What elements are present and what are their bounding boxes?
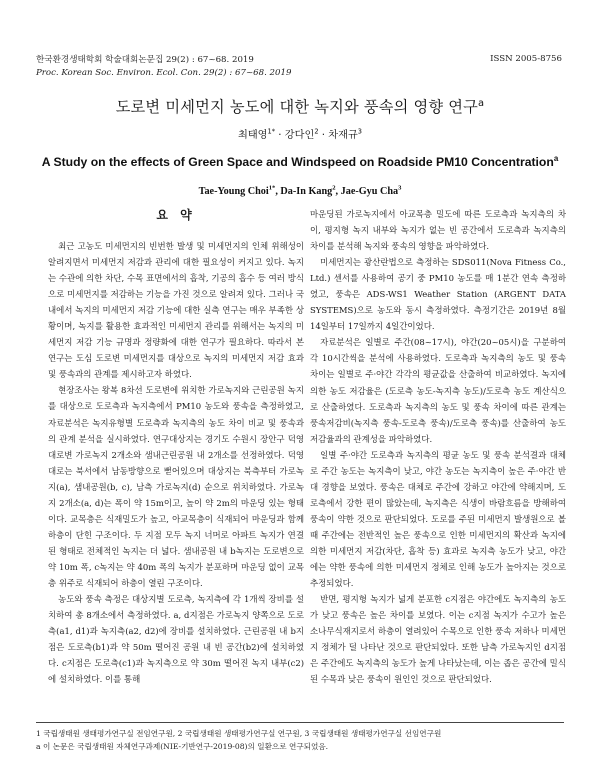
footnote-divider bbox=[36, 722, 564, 723]
author-ko-affiliation-mark: 1* bbox=[267, 127, 276, 136]
author-ko-affiliation-mark: 2 bbox=[314, 127, 319, 136]
body-paragraph: 최근 고농도 미세먼지의 빈번한 발생 및 미세먼지의 인체 위해성이 알려지면서 미세먼지 저감과 관리에 대한 필요성이 커지고 있다. 녹지는 수관에 의한 차단, 수목 표면에서의 흡착, 기공의 흡수 등 여러 방식으로 미세먼지를 저감하는 기능을 가진 것으로 알려져 있다. 그러나 국내에서 녹지의 미세먼지 저감 기능에 대한 실측 연구는 매우 부족한 상황이며, 녹지를 활용한 효과적인 미세먼지 관리를 위해서는 녹지의 미세먼지 저감 기능 규명과 정량화에 대한 연구가 필요하다. 따라서 본 연구는 도심 도로변 미세먼지를 대상으로 녹지의 미세먼지 저감 효과 및 풍속과의 관계를 제시하고자 하였다. bbox=[48, 241, 304, 380]
author-ko-name: 강다인 bbox=[284, 130, 315, 141]
author-en-affiliation-mark: 1* bbox=[268, 184, 276, 192]
footnote-line: a 이 논문은 국립생태원 자체연구과제(NIE-기반연구-2019-08)의 일환으로 연구되었음. bbox=[36, 742, 329, 751]
author-separator: · bbox=[275, 130, 285, 141]
body-paragraph: 농도와 풍속 측정은 대상지별 도로측, 녹지측에 각 1개씩 장비를 설치하여 총 8개소에서 측정하였다. a, d지점은 가로녹지 양쪽으로 도로측(a1, d1)과 녹지측(a2, d2)에 장비를 설치하였다. 근린공원 내 b지점은 도로측(b1)과 약 50m 떨어진 공원 내 빈 공간(b2)에 설치하였다. c지점은 도로측(c1)과 녹지측으로 약 30m 떨어진 녹지 내부(c2)에 설치하였다. 이를 통해 bbox=[48, 594, 304, 685]
author-en-name: Jae-Gyu Cha bbox=[340, 186, 399, 197]
abstract-heading: 요 약 bbox=[156, 208, 196, 222]
right-column bbox=[310, 206, 566, 687]
title-korean-text: 도로변 미세먼지 농도에 대한 녹지와 풍속의 영향 연구 bbox=[115, 98, 479, 116]
footnotes bbox=[36, 727, 441, 753]
author-ko-name: 최태영 bbox=[238, 130, 268, 141]
journal-name-ko: 한국환경생태학회 학술대회논문집 29(2) : 67~68. 2019 bbox=[36, 55, 254, 65]
issn: ISSN 2005-8756 bbox=[490, 54, 562, 64]
authors-korean bbox=[0, 126, 600, 141]
author-en-affiliation-mark: 3 bbox=[398, 184, 402, 192]
author-ko-name: 차재규 bbox=[328, 130, 358, 141]
body-paragraph: 자료분석은 일별로 주간(08~17시), 야간(20~05시)을 구분하여 각 10시간씩을 분석에 사용하였다. 도로측과 녹지측의 농도 및 풍속 차이는 일별로 주·야간 각각의 평균값을 산출하여 비교하였다. 녹지에 의한 농도 저감율은 (도로측 농도-녹지측 농도)/도로측 농도 계산식으로 산출하였다. 도로측과 녹지측의 농도 및 풍속 차이에 따른 관계는 풍속저감비(녹지측 풍속-도로측 풍속)/도로측 풍속)를 산출하여 농도 저감율과의 관계성을 파악하였다. bbox=[310, 337, 566, 444]
body-paragraph: 반면, 평지형 녹지가 넓게 분포한 c지점은 야간에도 녹지측의 농도가 낮고 풍속은 높은 차이를 보였다. 이는 c지점 녹지가 수고가 높은 소나무식재지로서 하층이 열려있어 수목으로 인한 풍속 저하나 미세먼지 정체가 덜 나타난 것으로 판단되었다. 또한 남측 가로녹지인 d지점은 주간에도 녹지측의 농도가 높게 나타났는데, 이는 좁은 공간에 밀식된 수목과 낮은 풍속이 원인인 것으로 판단되었다. bbox=[310, 594, 566, 685]
author-ko-affiliation-mark: 3 bbox=[357, 127, 362, 136]
footnote-line: 1 국립생태원 생태평가연구실 전임연구원, 2 국립생태원 생태평가연구실 연구원, 3 국립생태원 생태평가연구실 선임연구원 bbox=[36, 729, 442, 738]
body-paragraph: 미세먼지는 광산란법으로 측정하는 SDS011(Nova Fitness Co., Ltd.) 센서를 사용하여 공기 중 PM10 농도를 매 1분간 연속 측정하였고, 풍속은 ADS-WS1 Weather Station (ARGENT DATA SYSTEMS)으로 농도와 동시 측정하였다. 측정기간은 2019년 8월 14일부터 17일까지 4일간이었다. bbox=[310, 257, 566, 332]
title-korean bbox=[0, 96, 600, 117]
author-separator: , bbox=[275, 186, 281, 197]
authors-english bbox=[0, 186, 600, 197]
author-separator: , bbox=[335, 186, 341, 197]
title-english-mark: a bbox=[553, 153, 559, 163]
author-en-affiliation-mark: 2 bbox=[332, 184, 336, 192]
author-en-name: Da-In Kang bbox=[280, 186, 333, 197]
body-paragraph: 현장조사는 왕복 8차선 도로변에 위치한 가로녹지와 근린공원 녹지를 대상으로 도로측과 녹지측에서 PM10 농도와 풍속을 측정하였고, 자료분석은 녹지유형별 도로측과 녹지측의 농도 차이 비교 및 풍속과의 관계 분석을 실시하였다. 연구대상지는 경기도 수원시 장안구 덕영대로변 가로녹지 2개소와 샘내근린공원 내 2개소를 선정하였다. 덕영대로는 북서에서 남동방향으로 뻗어있으며 대상지는 북측부터 가로녹지(a), 샘내공원(b, c), 남측 가로녹지(d) 순으로 위치하였다. 가로녹지 2개소(a, d)는 폭이 약 15m이고, 높이 약 2m의 마운딩 있는 형태이다. 교목층은 식재밀도가 높고, 아교목층이 식재되어 마운딩과 함께 하층이 단힌 구조이다. 두 지점 모두 녹지 너머로 아파트 녹지가 연결된 형태로 전체적인 녹지는 더 넓다. 샘내공원 내 b녹지는 도로변으로 약 10m 폭, c녹지는 약 40m 폭의 녹지가 분포하며 마운딩 없이 교목층 위주로 식재되어 하층이 열린 구조이다. bbox=[48, 385, 304, 588]
left-column bbox=[48, 206, 304, 687]
author-separator: · bbox=[318, 130, 329, 141]
body-paragraph: 마운딩된 가로녹지에서 아교목층 밀도에 따른 도로측과 녹지측의 차이, 평지형 녹지 내부와 녹지가 없는 빈 공간에서 도로측과 녹지측의 차이를 분석해 녹지와 풍속의 영향을 파악하였다. bbox=[310, 209, 566, 252]
title-english bbox=[0, 155, 600, 169]
body-paragraph: 일별 주·야간 도로측과 녹지측의 평균 농도 및 풍속 분석결과 대체로 주간 농도는 녹지측이 낮고, 야간 농도는 녹지측이 높은 주·야간 반대 경향을 보였다. 풍속은 대체로 주간에 강하고 야간에 약해지며, 도로측에서 강한 편이 많았는데, 녹지측은 식생이 바람흐름을 방해하여 풍속이 약한 것으로 판단되었다. 도로를 주된 미세먼지 발생원으로 볼 때 주간에는 전반적인 높은 풍속으로 인한 미세먼지의 확산과 녹지에 의한 미세먼지 저감(차단, 흡착 등) 효과로 녹지측 농도가 낮고, 야간에는 약한 풍속에 의한 미세먼지 정체로 인해 농도가 높아지는 것으로 추정되었다. bbox=[310, 449, 566, 589]
title-korean-mark: a bbox=[478, 97, 485, 109]
journal-name-en: Proc. Korean Soc. Environ. Ecol. Con. 29(2) : 67~68. 2019 bbox=[36, 68, 292, 78]
title-english-text: A Study on the effects of Green Space and Windspeed on Roadside PM10 Concentration bbox=[41, 155, 554, 169]
author-en-name: Tae-Young Choi bbox=[198, 186, 269, 197]
journal-header bbox=[36, 54, 291, 80]
